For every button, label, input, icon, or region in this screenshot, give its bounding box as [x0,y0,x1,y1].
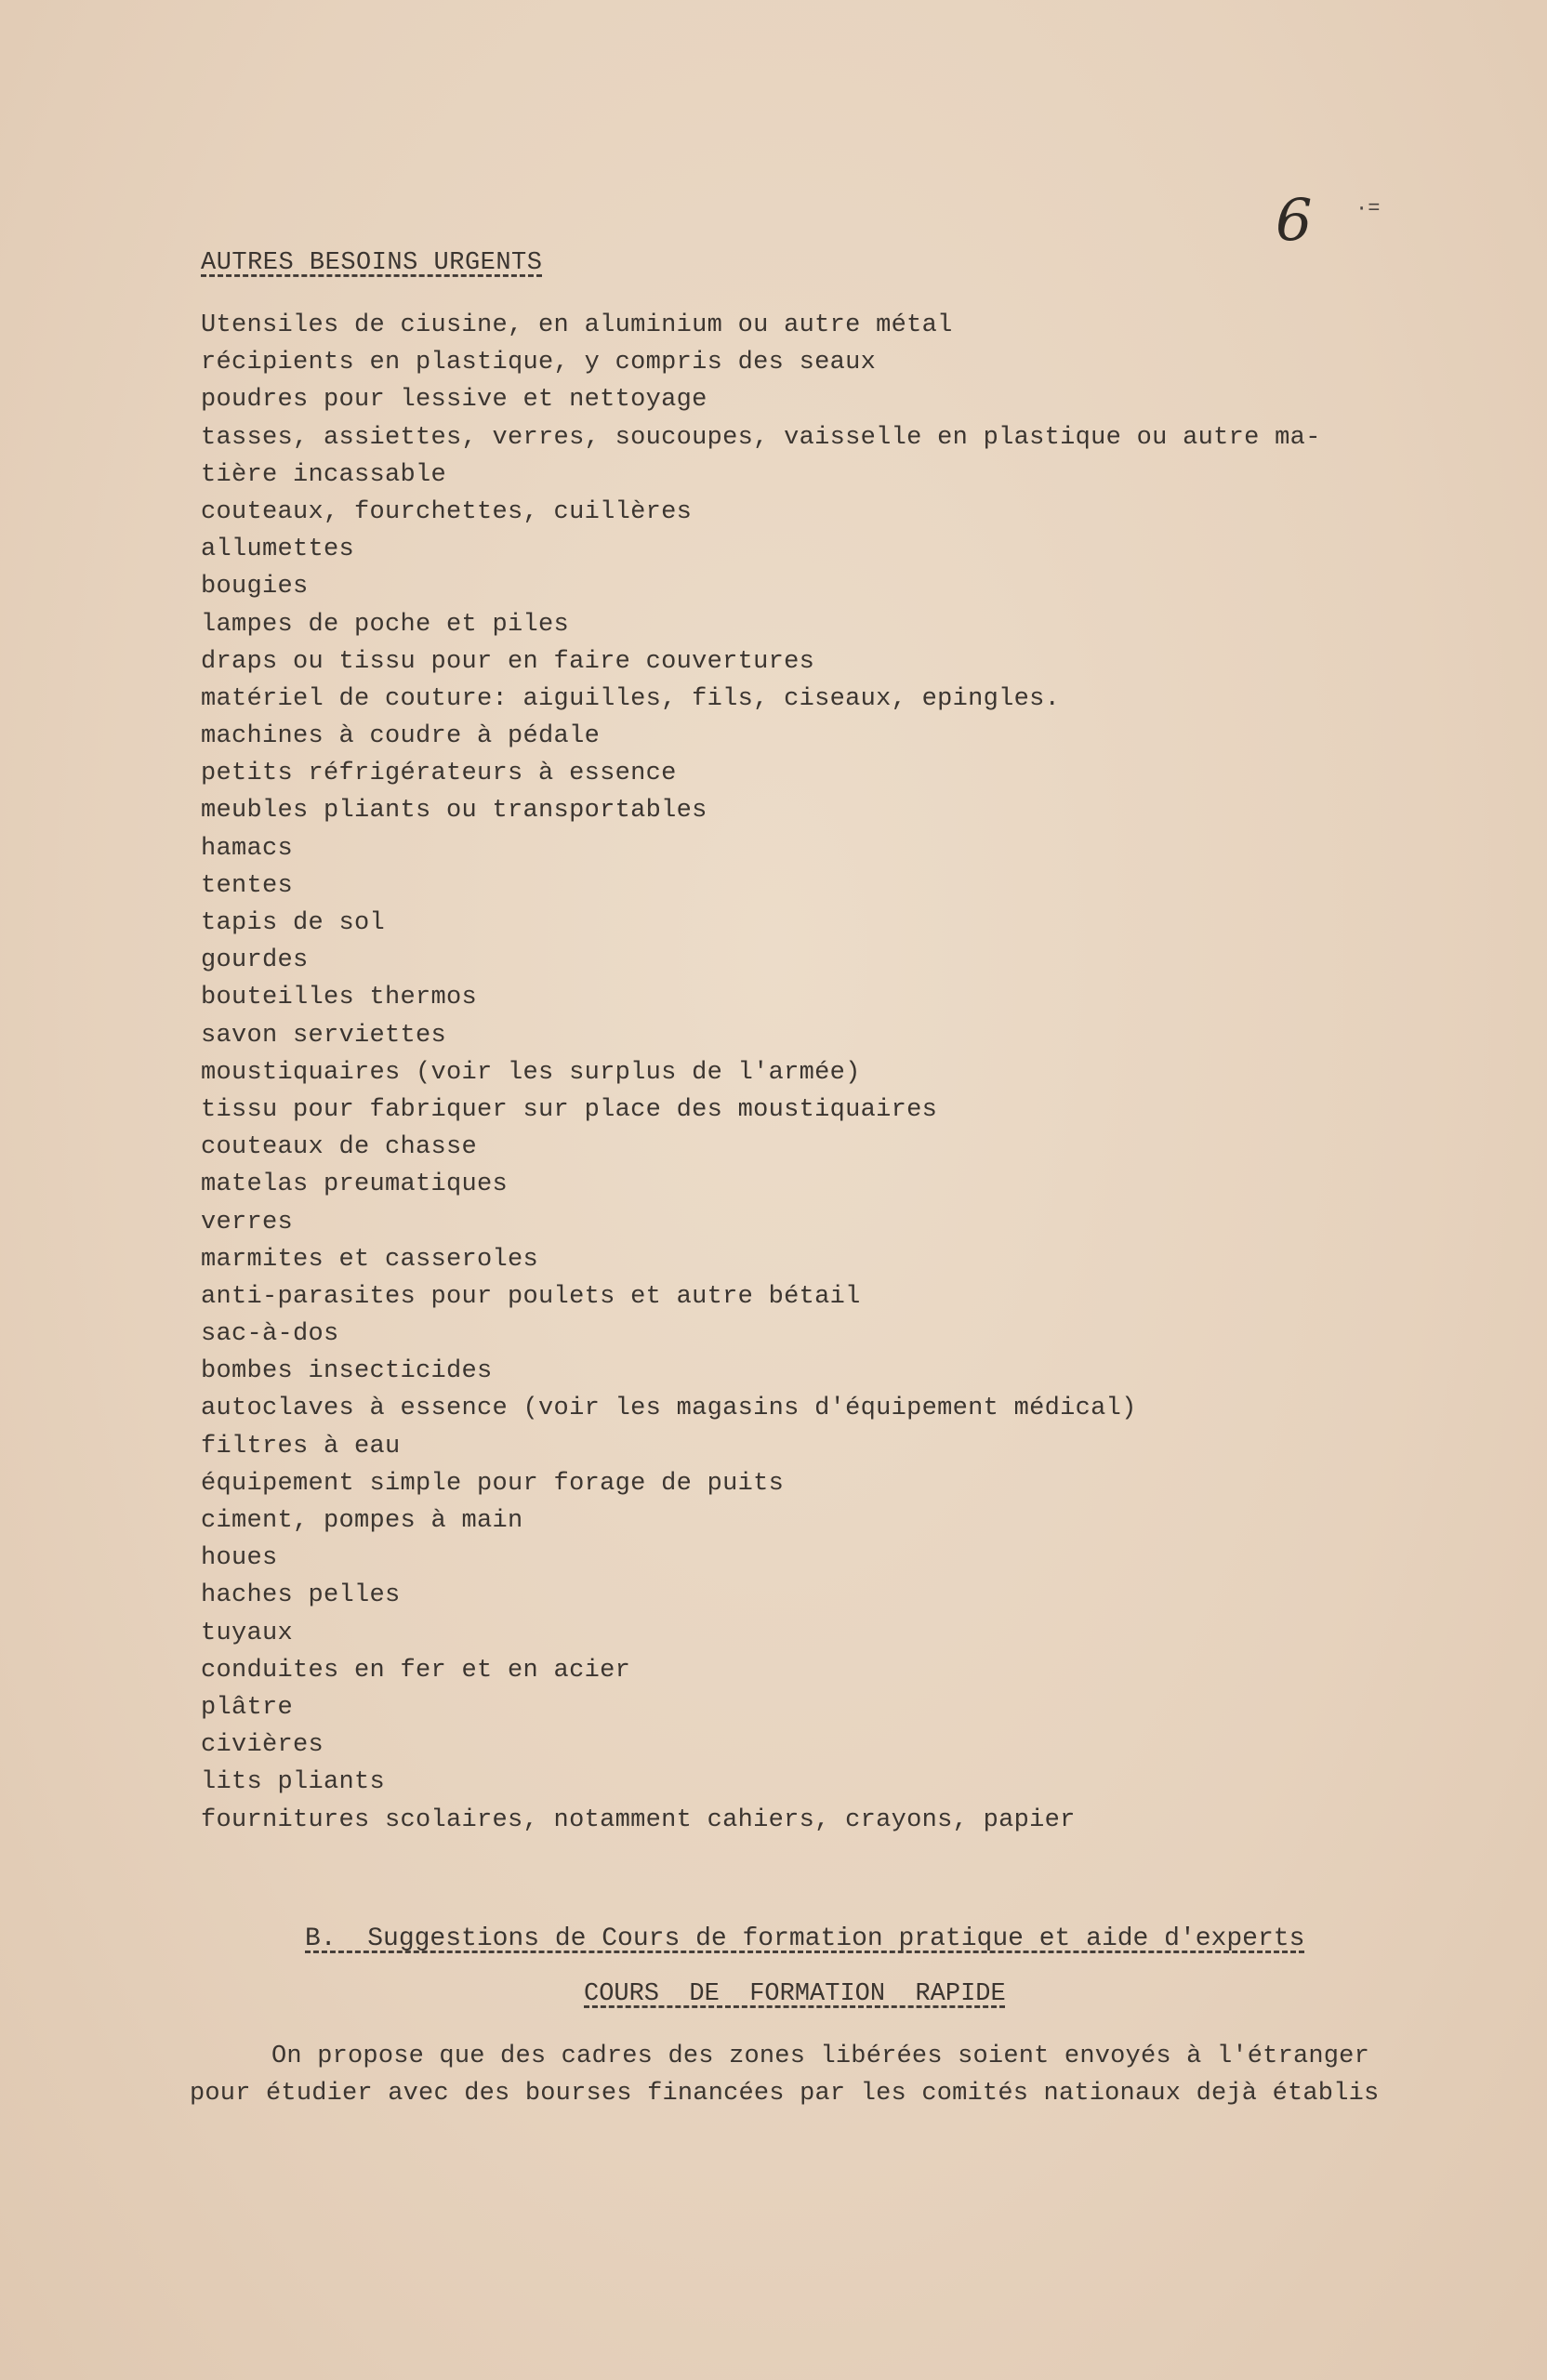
list-item: meubles pliants ou transportables [201,797,707,826]
list-item: machines à coudre à pédale [201,722,601,751]
paragraph-line: On propose que des cadres des zones libérées soient envoyés à l'étranger [271,2043,1369,2070]
list-item: houes [201,1544,278,1573]
list-item: tière incassable [201,460,447,489]
list-item: récipients en plastique, y compris des seaux [201,349,877,377]
list-item: allumettes [201,536,355,564]
list-item: couteaux de chasse [201,1133,478,1162]
list-item: Utensiles de ciusine, en aluminium ou autre métal [201,311,953,339]
list-item: petits réfrigérateurs à essence [201,760,677,788]
list-item: haches pelles [201,1581,401,1610]
list-item: conduites en fer et en acier [201,1656,631,1685]
list-item: draps ou tissu pour en faire couvertures [201,647,815,676]
list-item: ciment, pompes à main [201,1507,523,1535]
list-item: sac-à-dos [201,1320,339,1349]
section-heading: AUTRES BESOINS URGENTS [201,249,543,277]
list-item: tasses, assiettes, verres, soucoupes, vaisselle en plastique ou autre ma- [201,423,1321,452]
list-item: bombes insecticides [201,1357,493,1386]
list-item: verres [201,1208,294,1236]
list-item: lits pliants [201,1768,386,1797]
list-item: bougies [201,573,309,602]
list-item: plâtre [201,1693,294,1722]
list-item: savon serviettes [201,1021,447,1050]
list-item: anti-parasites pour poulets et autre bétail [201,1282,861,1311]
list-item: couteaux, fourchettes, cuillères [201,497,693,526]
list-item: fournitures scolaires, notamment cahiers, crayons, papier [201,1805,1076,1834]
list-item: tentes [201,871,294,900]
list-item: marmites et casseroles [201,1245,539,1274]
list-item: tuyaux [201,1619,294,1647]
list-item: matelas preumatiques [201,1170,509,1199]
list-item: bouteilles thermos [201,984,478,1012]
list-item: hamacs [201,834,294,863]
paragraph-line: pour étudier avec des bourses financées par les comités nationaux dejà établis [190,2080,1380,2108]
list-item: moustiquaires (voir les surplus de l'armée) [201,1058,861,1087]
list-item: matériel de couture: aiguilles, fils, ciseaux, epingles. [201,684,1061,713]
list-item: tissu pour fabriquer sur place des moustiquaires [201,1095,938,1124]
page-number: 6 [1276,186,1313,254]
body-paragraph [190,2038,1473,2112]
list-item: tapis de sol [201,909,386,937]
part-heading: B. Suggestions de Cours de formation pratique et aide d'experts [305,1924,1305,1953]
list-item: équipement simple pour forage de puits [201,1469,785,1498]
list-item: filtres à eau [201,1432,401,1461]
list-item: autoclaves à essence (voir les magasins d'équipement médical) [201,1395,1137,1423]
list-item: gourdes [201,946,309,975]
list-item: civières [201,1731,324,1760]
needs-list [201,307,1409,1839]
list-item: lampes de poche et piles [201,610,570,639]
list-item: poudres pour lessive et nettoyage [201,386,707,415]
sub-heading: COURS DE FORMATION RAPIDE [584,1980,1006,2008]
page-number-mark: ·= [1355,197,1381,220]
